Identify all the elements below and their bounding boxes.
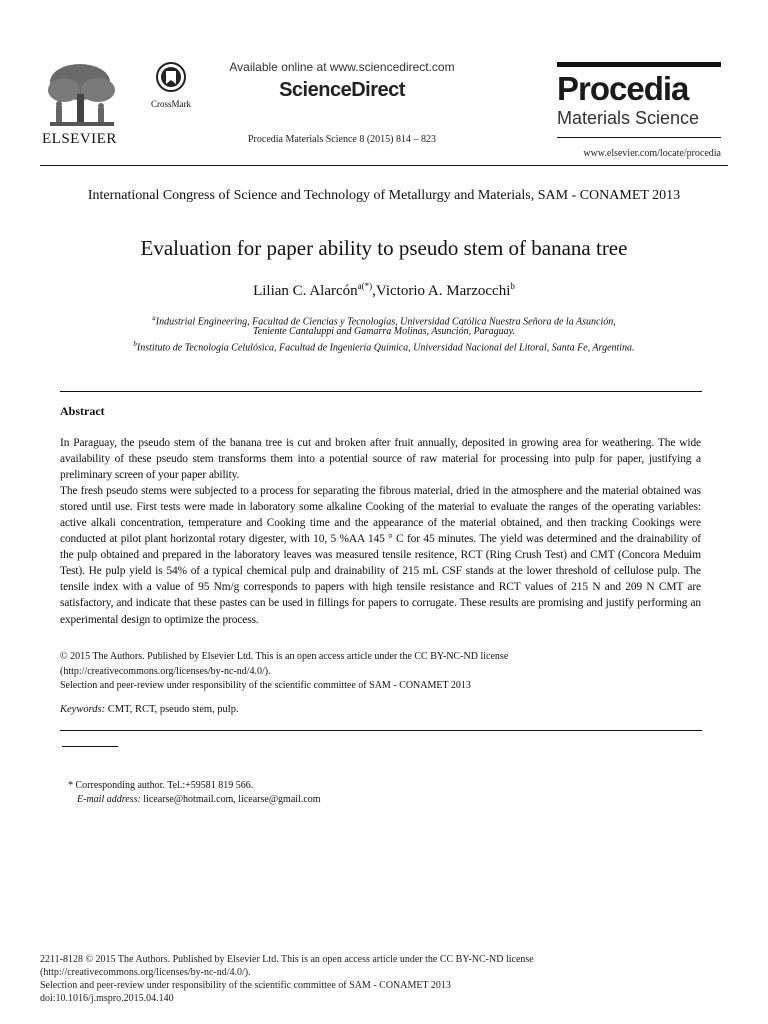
license-line: Selection and peer-review under responsibility of the scientific committee of SAM - CONAMET 2013: [60, 680, 471, 691]
author-list: [40, 281, 728, 300]
author-name: ,Victorio A. Marzocchi: [372, 283, 511, 299]
author-affil-mark: a(*): [357, 281, 373, 291]
header-divider: [40, 165, 728, 166]
article-title: Evaluation for paper ability to pseudo stem of banana tree: [140, 236, 628, 260]
journal-url-link[interactable]: www.elsevier.com/locate/procedia: [583, 148, 721, 159]
crossmark-label: CrossMark: [151, 99, 191, 109]
license-line: © 2015 The Authors. Published by Elsevier Ltd. This is an open access article under the CC BY-NC-ND license: [60, 651, 509, 662]
abstract-top-rule: [60, 391, 702, 392]
page-footer: [40, 953, 728, 1005]
footer-license-link[interactable]: (http://creativecommons.org/licenses/by-nc-nd/4.0/).: [40, 967, 251, 978]
email-address[interactable]: licearse@hotmail.com, licearse@gmail.com: [143, 794, 321, 805]
abstract-paragraph: The fresh pseudo stems were subjected to a process for separating the fibrous material, dried in the atmosphere and the material obtained was stored until use. First tests were made in laboratory some alkaline Cooking of the material to evaluate the ranges of the operating variables: active alkali concentration, temperature and Cooking time and the appearance of the material obtained, and then tracking Cookings were conducted at pilot plant horizontal rotary digester, with 10, 5 %AA 145 ° C for 45 minutes. The yield was determined and the drainability of the pulp obtained and prepared in the laboratory leaves was measured tensile resitence, RCT (Ring Crush Test) and CMT (Concora Meduim Test). He pulp yield is 54% of a typical chemical pulp and drainability of 215 mL CSF stands at the lower threshold of cellulose pulp. The tensile index with a value of 95 Nm/g corresponds to papers with high tensile resistance and RCT values of 215 N and 209 N CMT are satisfactory, and indicate that these pastes can be used in fillings for papers to corrugate. These results are promising and justify performing an experimental design to optimize the process.: [60, 485, 701, 626]
brand-bottom-rule: [557, 137, 721, 138]
email-line: [68, 793, 321, 807]
corresponding-author-note: [68, 779, 321, 807]
corresponding-author: * Corresponding author. Tel.:+59581 819 566.: [68, 780, 254, 791]
available-online-text: Available online at www.sciencedirect.com: [229, 60, 455, 74]
journal-title: Procedia: [557, 70, 689, 107]
license-link[interactable]: (http://creativecommons.org/licenses/by-nc-nd/4.0/).: [60, 665, 271, 677]
crossmark-icon: [156, 62, 186, 92]
sciencedirect-wordmark: ScienceDirect: [279, 79, 405, 101]
author-name: Lilian C. Alarcón: [253, 283, 358, 299]
affil-mark: a: [152, 314, 156, 322]
crossmark-badge[interactable]: [146, 62, 196, 109]
keywords: [60, 704, 239, 715]
footer-review-line: Selection and peer-review under responsibility of the scientific committee of SAM - CONAMET 2013: [40, 980, 451, 991]
keywords-label: Keywords:: [60, 704, 106, 715]
affil-text: Industrial Engineering, Facultad de Ciencias y Tecnologías, Universidad Católica Nuestra Señora de la Asunción,: [155, 316, 616, 328]
keywords-bottom-rule: [60, 730, 702, 731]
email-label: E-mail address:: [77, 794, 141, 805]
affil-text: Teniente Cantaluppi and Gamarra Molinas, Asunción, Paraguay.: [253, 326, 515, 337]
keywords-value: CMT, RCT, pseudo stem, pulp.: [107, 704, 239, 715]
journal-subtitle: Materials Science: [557, 108, 700, 128]
journal-brand-box: [557, 62, 721, 138]
abstract-body: [60, 435, 701, 628]
footnote-rule: [62, 746, 118, 747]
brand-top-rule: [557, 62, 721, 67]
license-notice: [60, 650, 701, 694]
author-affil-mark: b: [510, 281, 515, 291]
footer-issn-line: 2211-8128 © 2015 The Authors. Published by Elsevier Ltd. This is an open access article under the CC BY-NC-ND license: [40, 954, 534, 965]
conference-name: International Congress of Science and Technology of Metallurgy and Materials, SAM - CONAMET 2013: [87, 188, 681, 203]
journal-reference: Procedia Materials Science 8 (2015) 814 – 823: [247, 134, 436, 145]
affiliation-a-cont: [40, 325, 728, 338]
affil-mark: b: [133, 340, 137, 348]
publisher-wordmark: ELSEVIER: [42, 131, 117, 147]
abstract-heading: Abstract: [60, 404, 105, 418]
abstract-paragraph: In Paraguay, the pseudo stem of the banana tree is cut and broken after fruit annually, deposited in growing area for weathering. The wide availability of these pseudo stem transforms them into a potential source of raw material for processing into pulp for paper, justifying a preliminary screen of your paper ability.: [60, 437, 701, 482]
affil-text: Instituto de Tecnología Celulósica, Facultad de Ingeniería Química, Universidad Nacional del Litoral, Santa Fe, Argentina.: [136, 342, 635, 354]
footer-doi-link[interactable]: doi:10.1016/j.mspro.2015.04.140: [40, 993, 174, 1004]
affiliation-b: [40, 338, 728, 354]
